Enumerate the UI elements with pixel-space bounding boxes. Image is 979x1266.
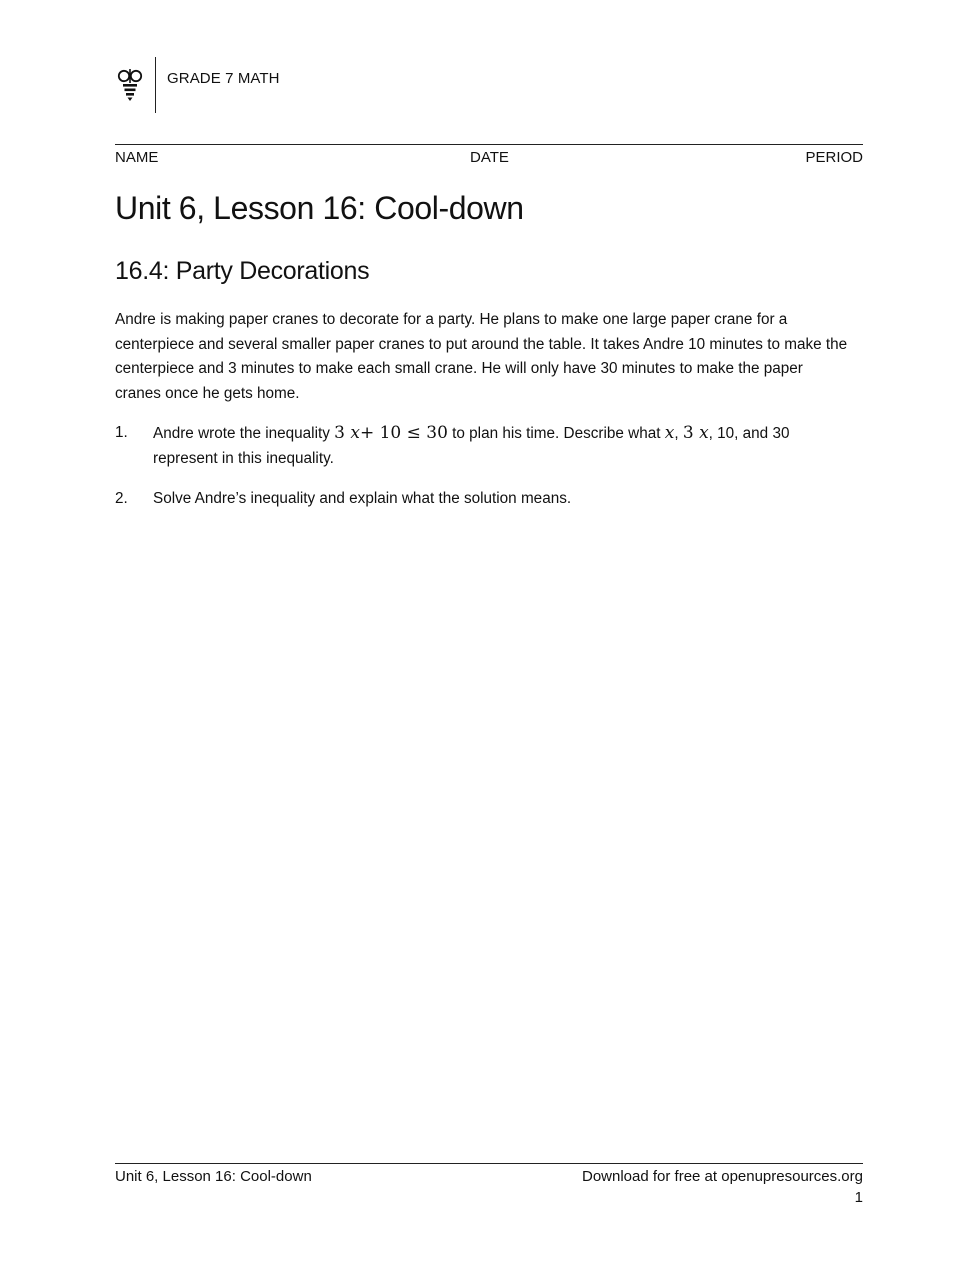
question-number: 1. (115, 424, 128, 441)
intro-paragraph: Andre is making paper cranes to decorate for a party. He plans to make one large paper crane for a centerpiece and several smaller paper cranes to put around the table. It takes Andre 10 minutes to make the centerpiece and 3 minutes to make each small crane. He will only have 30 minutes to make the paper cranes once he gets home. (115, 311, 848, 402)
lesson-title: Unit 6, Lesson 16: Cool-down (115, 190, 524, 226)
question-2 (115, 487, 855, 512)
student-info-row (115, 149, 863, 166)
grade-label: GRADE 7 MATH (167, 69, 280, 87)
page-header (115, 56, 280, 114)
separator: , (674, 425, 683, 442)
bottom-rule (115, 1163, 863, 1164)
question-text-part: to plan his time. Describe what (447, 425, 665, 442)
top-rule (115, 144, 863, 145)
question-text-part: , 10, and 30 represent in this inequality. (153, 425, 790, 467)
math-variable: x (699, 423, 709, 443)
variable-math (665, 423, 675, 443)
question-number: 2. (115, 490, 128, 507)
header-divider (155, 57, 156, 113)
illustrative-math-logo-icon (115, 65, 145, 105)
footer-lesson-title: Unit 6, Lesson 16: Cool-down (115, 1168, 312, 1185)
question-text: Solve Andre’s inequality and explain what the solution means. (153, 490, 572, 507)
date-label: DATE (470, 149, 509, 166)
question-text-part: Andre wrote the inequality (153, 425, 335, 442)
question-1 (115, 421, 855, 471)
term-math (683, 423, 709, 443)
page-number: 1 (854, 1189, 863, 1206)
math-coefficient: 3 (334, 423, 345, 443)
period-label: PERIOD (805, 149, 863, 166)
section-title: 16.4: Party Decorations (115, 257, 370, 285)
name-label: NAME (115, 149, 159, 166)
math-variable: x (350, 423, 360, 443)
math-coefficient: 3 (682, 423, 694, 443)
math-variable: x (664, 423, 675, 443)
math-rest: + 10 ≤ 30 (359, 423, 448, 443)
question-text (153, 421, 855, 471)
footer-download-note: Download for free at openupresources.org (581, 1168, 863, 1185)
inequality-math (334, 423, 448, 443)
